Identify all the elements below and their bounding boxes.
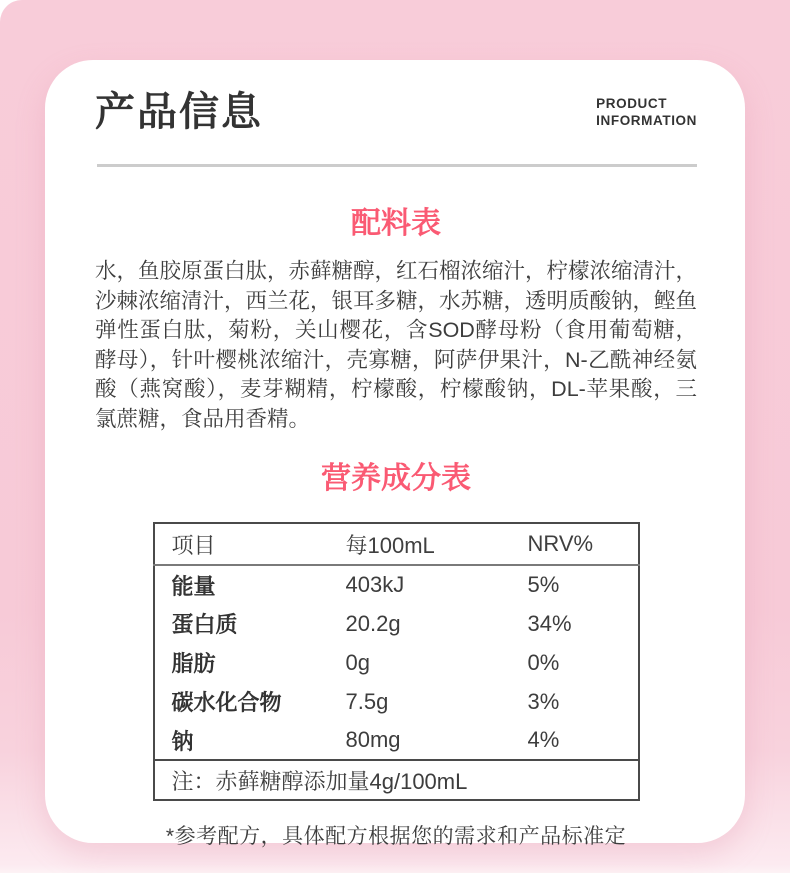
- row-label: 脂肪: [171, 651, 216, 676]
- card-header: [95, 86, 697, 138]
- table-row-energy: [154, 565, 639, 604]
- row-label: 能量: [171, 573, 216, 599]
- page-subtitle-en: [596, 95, 697, 129]
- row-value: 403kJ: [345, 572, 405, 597]
- row-nrv: 5%: [527, 572, 560, 597]
- table-note-row: [154, 760, 639, 800]
- row-label: 钠: [171, 728, 194, 754]
- row-label: 碳水化合物: [171, 690, 282, 715]
- subtitle-line-2: INFORMATION: [596, 113, 697, 128]
- page-title: 产品信息: [95, 90, 263, 134]
- table-note: 注：赤藓糖醇添加量4g/100mL: [154, 760, 639, 800]
- product-info-card: [45, 60, 745, 848]
- table-row-sodium: [154, 721, 639, 760]
- table-row-protein: [154, 604, 639, 643]
- table-row-carbohydrate: [154, 682, 639, 721]
- nutrition-table-header-row: [154, 523, 639, 565]
- column-header-per-100ml: 每100mL: [346, 523, 528, 565]
- row-value: 80mg: [345, 727, 401, 752]
- table-row-fat: [154, 643, 639, 682]
- ingredients-text: 水，鱼胶原蛋白肽，赤藓糖醇，红石榴浓缩汁，柠檬浓缩清汁，沙棘浓缩清汁，西兰花，银耳多糖，水苏糖，透明质酸钠，鲣鱼弹性蛋白肽，菊粉，关山樱花，含SOD酵母粉（食用葡萄糖，酵母），针叶樱桃浓缩汁，壳寡糖，阿萨伊果汁，N-乙酰神经氨酸（燕窝酸），麦芽糊精，柠檬酸，柠檬酸钠，DL-苹果酸，三氯蔗糖，食品用香精。: [95, 259, 698, 431]
- row-label: 蛋白质: [171, 612, 238, 637]
- footnote: *参考配方，具体配方根据您的需求和产品标准定: [165, 825, 627, 848]
- ingredients-section-title: 配料表: [351, 207, 441, 240]
- row-nrv: 0%: [527, 649, 560, 675]
- row-nrv: 34%: [527, 610, 572, 636]
- row-nrv: 4%: [527, 727, 560, 752]
- row-value: 20.2g: [345, 610, 401, 636]
- column-header-nrv: NRV%: [528, 523, 639, 565]
- nutrition-section-title: 营养成分表: [321, 462, 471, 495]
- subtitle-line-1: PRODUCT: [596, 96, 668, 111]
- row-value: 7.5g: [345, 688, 389, 714]
- nutrition-table: [153, 522, 640, 801]
- header-divider: [97, 164, 697, 167]
- row-value: 0g: [345, 649, 370, 675]
- row-nrv: 3%: [527, 688, 560, 714]
- column-header-item: 项目: [154, 523, 346, 565]
